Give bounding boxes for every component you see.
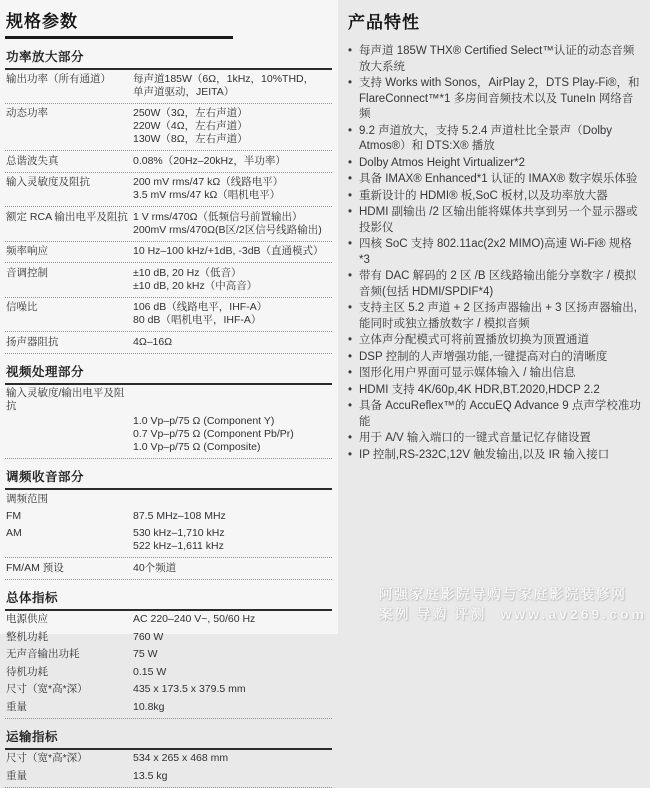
- feature-item: [348, 124, 644, 155]
- spec-value: 106 dB（线路电平，IHF-A）: [133, 301, 268, 313]
- watermark-tagline-text: 案例 导购 评测: [378, 606, 487, 622]
- spec-values: [133, 336, 332, 349]
- bullet-icon: •: [348, 238, 353, 250]
- bullet-icon: •: [348, 173, 353, 185]
- spec-value: 200 mV rms/47 kΩ（线路电平）: [133, 176, 284, 188]
- spec-values: [133, 493, 332, 506]
- spec-values: [133, 527, 332, 553]
- spec-label: 尺寸（宽*高*深）: [6, 752, 88, 764]
- spec-section: [5, 46, 332, 354]
- spec-label: FM: [6, 509, 22, 522]
- feature-item: [348, 301, 644, 332]
- spec-label: 电源供应: [6, 613, 48, 625]
- spec-row: [5, 243, 332, 264]
- spec-row: [5, 385, 332, 460]
- spec-label: AM: [6, 527, 22, 539]
- feature-text: 立体声分配模式可将前置播放切换为顶置通道: [359, 334, 589, 346]
- feature-text: 图形化用户界面可显示媒体输入 / 输出信息: [359, 367, 576, 379]
- feature-item: [348, 431, 644, 447]
- feature-item: [348, 205, 644, 236]
- spec-value: 每声道185W（6Ω，1kHz，10%THD，: [133, 72, 315, 85]
- feature-text: IP 控制,RS-232C,12V 触发输出,以及 IR 输入接口: [359, 448, 610, 461]
- section-heading: 功率放大部分: [5, 46, 332, 70]
- spec-row: [5, 628, 332, 646]
- feature-text: DSP 控制的人声增强功能,一键提高对白的清晰度: [359, 350, 608, 363]
- spec-section: [5, 466, 332, 580]
- feature-text: 带有 DAC 解码的 2 区 /B 区线路输出能分享数字 / 模拟音频(包括 HDMI/SPDIF*4): [359, 270, 637, 298]
- spec-value: 10 Hz–100 kHz/+1dB, -3dB（直通模式）: [133, 245, 324, 257]
- spec-label: 输入灵敏度/输出电平及阻抗: [6, 387, 125, 412]
- spec-label: 总谐波失真: [6, 154, 59, 167]
- spec-values: [133, 701, 332, 714]
- feature-item: [348, 156, 644, 172]
- bullet-icon: •: [348, 350, 353, 363]
- feature-text: 支持主区 5.2 声道 + 2 区扬声器输出 + 3 区扬声器输出,能同时或独立播放数字 / 模拟音频: [359, 302, 637, 330]
- feature-item: [348, 383, 644, 399]
- spec-row: [5, 70, 332, 104]
- spec-value: 87.5 MHz–108 MHz: [133, 509, 226, 522]
- spec-row: [5, 750, 332, 768]
- spec-sections: [5, 46, 332, 788]
- spec-row: [5, 681, 332, 699]
- spec-label: 动态功率: [6, 107, 48, 119]
- spec-row: [5, 264, 332, 298]
- spec-value: 1.0 Vp–p/75 Ω (Composite): [133, 441, 261, 453]
- bullet-icon: •: [348, 448, 353, 461]
- features-panel: [338, 0, 650, 634]
- spec-section: [5, 587, 332, 719]
- feature-text: HDMI 副输出 /2 区输出能将媒体共享到另一个显示器或投影仪: [359, 206, 638, 234]
- section-heading: 总体指标: [5, 587, 332, 611]
- spec-row: [5, 767, 332, 788]
- spec-value: 130W（8Ω，左右声道）: [133, 133, 248, 145]
- feature-text: 四核 SoC 支持 802.11ac(2x2 MIMO)高速 Wi-Fi® 规格 *3: [359, 238, 632, 266]
- feature-item: [348, 333, 644, 349]
- spec-row: [5, 698, 332, 719]
- spec-label: 额定 RCA 输出电平及阻抗: [6, 210, 128, 223]
- spec-value: AC 220–240 V~, 50/60 Hz: [133, 613, 256, 625]
- spec-section: [5, 726, 332, 788]
- feature-item: [348, 44, 644, 75]
- spec-value: 0.08%（20Hz–20kHz，半功率）: [133, 154, 286, 167]
- spec-value: 4Ω–16Ω: [133, 335, 173, 348]
- spec-value: 530 kHz–1,710 kHz: [133, 527, 225, 539]
- spec-value: 534 x 265 x 468 mm: [133, 752, 229, 764]
- feature-item: [348, 399, 644, 430]
- bullet-icon: •: [348, 206, 353, 218]
- bullet-icon: •: [348, 189, 353, 202]
- spec-label: 重量: [6, 700, 27, 713]
- spec-label: 频率响应: [6, 245, 48, 257]
- spec-value: ±10 dB, 20 kHz（中高音）: [133, 279, 258, 292]
- spec-row: [5, 333, 332, 354]
- spec-value: 760 W: [133, 630, 164, 643]
- watermark-site-name: 阿强家庭影院导购与家庭影院装修网: [378, 586, 627, 602]
- bullet-icon: •: [348, 156, 353, 169]
- spec-values: [133, 176, 332, 202]
- spec-value: 200mV rms/470Ω(B区/2区信号线路输出): [133, 223, 322, 236]
- feature-text: 用于 A/V 输入端口的一键式音量记忆存储设置: [359, 432, 591, 444]
- spec-values: [133, 752, 332, 765]
- spec-value: ±10 dB, 20 Hz（低音）: [133, 266, 242, 279]
- bullet-icon: •: [348, 383, 353, 396]
- spec-values: [133, 415, 332, 454]
- feature-item: [348, 237, 644, 268]
- feature-item: [348, 366, 644, 382]
- section-heading: 调频收音部分: [5, 466, 332, 490]
- spec-value: 1.0 Vp–p/75 Ω (Component Y): [133, 415, 275, 427]
- spec-label: 信噪比: [6, 301, 38, 313]
- specs-title: 规格参数: [5, 6, 233, 39]
- spec-values: [133, 613, 332, 626]
- spec-row: [5, 507, 332, 525]
- spec-value: 250W（3Ω，左右声道）: [133, 107, 248, 119]
- spec-value: 1 V rms/470Ω（低频信号前置输出）: [133, 210, 303, 223]
- feature-item: [348, 189, 644, 205]
- spec-values: [133, 267, 332, 293]
- spec-value: 13.5 kg: [133, 769, 168, 782]
- features-list: [348, 44, 644, 463]
- spec-values: [133, 301, 332, 327]
- spec-values: [133, 683, 332, 696]
- spec-label: 扬声器阻抗: [6, 335, 59, 348]
- spec-values: [133, 770, 332, 783]
- feature-item: [348, 76, 644, 123]
- section-heading: 视频处理部分: [5, 361, 332, 385]
- spec-value: 0.15 W: [133, 665, 167, 678]
- spec-label: 输出功率（所有通道）: [6, 72, 111, 85]
- spec-row: [5, 646, 332, 664]
- spec-values: [133, 666, 332, 679]
- spec-value: 40个频道: [133, 561, 177, 574]
- spec-row: [5, 105, 332, 152]
- spec-value: 0.7 Vp–p/75 Ω (Component Pb/Pr): [133, 428, 294, 440]
- feature-item: [348, 350, 644, 366]
- spec-value: 522 kHz–1,611 kHz: [133, 540, 224, 552]
- spec-value: 单声道驱动，JEITA）: [133, 85, 235, 98]
- spec-values: [133, 631, 332, 644]
- spec-row: [5, 559, 332, 580]
- spec-label: 待机功耗: [6, 665, 48, 678]
- feature-text: 具备 IMAX® Enhanced*1 认证的 IMAX® 数字娱乐体验: [359, 173, 638, 185]
- bullet-icon: •: [348, 432, 353, 444]
- feature-item: [348, 269, 644, 300]
- bullet-icon: •: [348, 367, 353, 379]
- feature-text: 每声道 185W THX® Certified Select™认证的动态音频放大系统: [359, 45, 635, 73]
- spec-row: [5, 299, 332, 333]
- section-heading: 运输指标: [5, 726, 332, 750]
- feature-text: 具备 AccuReflex™的 AccuEQ Advance 9 点声学校准功能: [359, 400, 641, 428]
- spec-values: [133, 562, 332, 575]
- spec-label: 重量: [6, 769, 27, 782]
- spec-label: FM/AM 预设: [6, 561, 64, 574]
- spec-value: 220W（4Ω，左右声道）: [133, 120, 248, 132]
- feature-text: 9.2 声道放大，支持 5.2.4 声道杜比全景声（Dolby Atmos®）和 DTS:X® 播放: [359, 124, 613, 152]
- feature-item: [348, 448, 644, 464]
- spec-label: 尺寸（宽*高*深）: [6, 683, 88, 695]
- spec-values: [133, 73, 332, 99]
- watermark-url: www.av269.com: [500, 606, 647, 622]
- bullet-icon: •: [348, 302, 353, 314]
- spec-label: 调频范围: [6, 492, 48, 505]
- spec-row: [5, 663, 332, 681]
- spec-row: [5, 611, 332, 629]
- spec-value: 75 W: [133, 648, 158, 660]
- feature-text: HDMI 支持 4K/60p,4K HDR,BT.2020,HDCP 2.2: [359, 383, 600, 396]
- spec-value: 10.8kg: [133, 700, 165, 713]
- feature-item: [348, 172, 644, 188]
- spec-values: [133, 155, 332, 168]
- bullet-icon: •: [348, 400, 353, 412]
- spec-row: [5, 525, 332, 559]
- bullet-icon: •: [348, 45, 353, 57]
- bullet-icon: •: [348, 334, 353, 346]
- bullet-icon: •: [348, 124, 353, 137]
- spec-values: [133, 245, 332, 258]
- feature-text: 重新设计的 HDMI® 板,SoC 板材,以及功率放大器: [359, 189, 608, 202]
- spec-label: 无声音输出功耗: [6, 648, 80, 660]
- spec-label: 整机功耗: [6, 630, 48, 643]
- feature-text: Dolby Atmos Height Virtualizer*2: [359, 156, 525, 169]
- spec-value: 435 x 173.5 x 379.5 mm: [133, 683, 246, 695]
- spec-values: [133, 510, 332, 523]
- spec-label: 输入灵敏度及阻抗: [6, 176, 90, 188]
- spec-row: [5, 208, 332, 242]
- features-title: 产品特性: [348, 13, 420, 32]
- spec-values: [133, 211, 332, 237]
- feature-text: 支持 Works with Sonos，AirPlay 2，DTS Play-Fi®，和 FlareConnect™*1 多房间音频技术以及 TuneIn 网络音频: [359, 77, 640, 120]
- spec-value: 3.5 mV rms/47 kΩ（唱机电平）: [133, 189, 281, 201]
- spec-label: 音调控制: [6, 266, 48, 279]
- spec-row: [5, 152, 332, 173]
- spec-section: [5, 361, 332, 460]
- bullet-icon: •: [348, 77, 353, 89]
- bullet-icon: •: [348, 270, 353, 282]
- spec-values: [133, 107, 332, 146]
- spec-values: [133, 648, 332, 661]
- spec-row: [5, 490, 332, 507]
- spec-value: 80 dB（唱机电平，IHF-A）: [133, 314, 262, 326]
- spec-row: [5, 174, 332, 208]
